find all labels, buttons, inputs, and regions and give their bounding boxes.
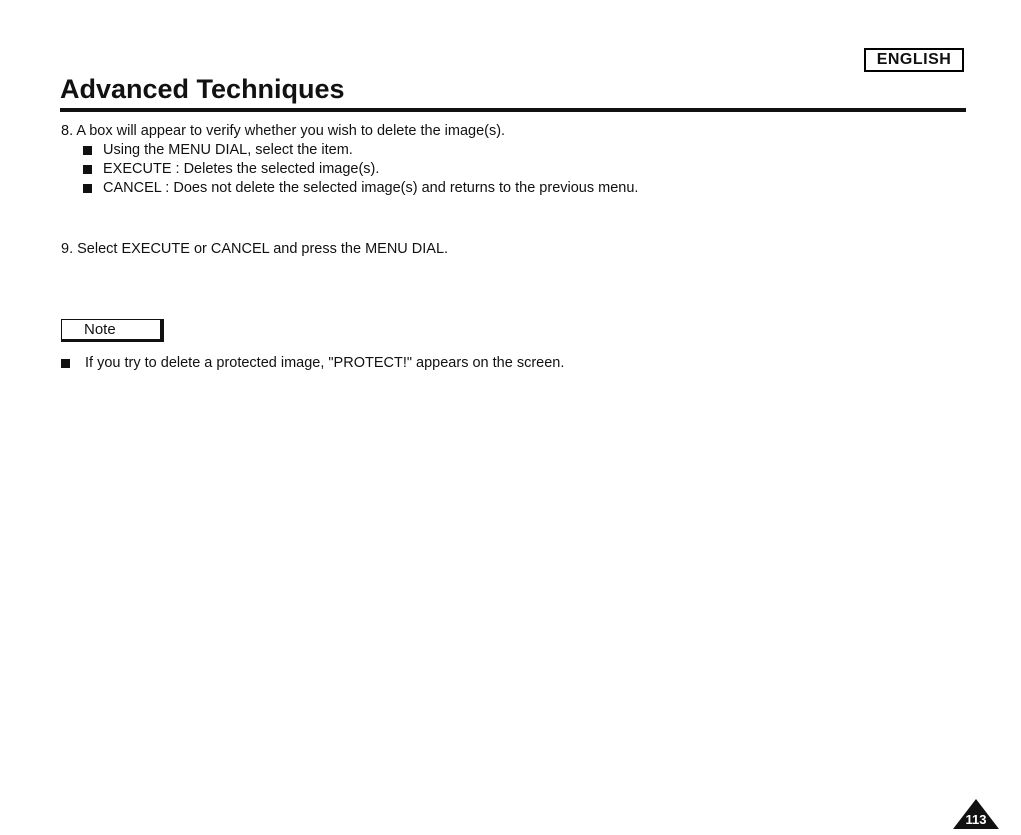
page-title: Advanced Techniques [60,74,345,104]
note-item [61,354,564,373]
title-rule [60,108,966,112]
bullet-text: EXECUTE : Deletes the selected image(s). [103,161,380,177]
note-item-text: If you try to delete a protected image, "PROTECT!" appears on the screen. [85,355,565,371]
step-8-bullets [61,141,961,198]
bullet-square-icon [61,359,70,368]
bullet-square-icon [83,184,92,193]
step-8-text: 8. A box will appear to verify whether you wish to delete the image(s). [61,123,506,139]
page-number-badge [953,799,999,829]
language-badge: ENGLISH [864,48,964,72]
bullet-text: CANCEL : Does not delete the selected image(s) and returns to the previous menu. [103,180,639,196]
step-8-section [61,122,961,198]
page-number: 113 [965,812,987,827]
bullet-item [79,160,961,179]
note-label: Note [61,319,164,342]
bullet-item [79,179,961,198]
bullet-square-icon [83,146,92,155]
bullet-square-icon [83,165,92,174]
step-9-text: 9. Select EXECUTE or CANCEL and press the MENU DIAL. [61,241,449,257]
bullet-item [79,141,961,160]
bullet-text: Using the MENU DIAL, select the item. [103,142,353,158]
